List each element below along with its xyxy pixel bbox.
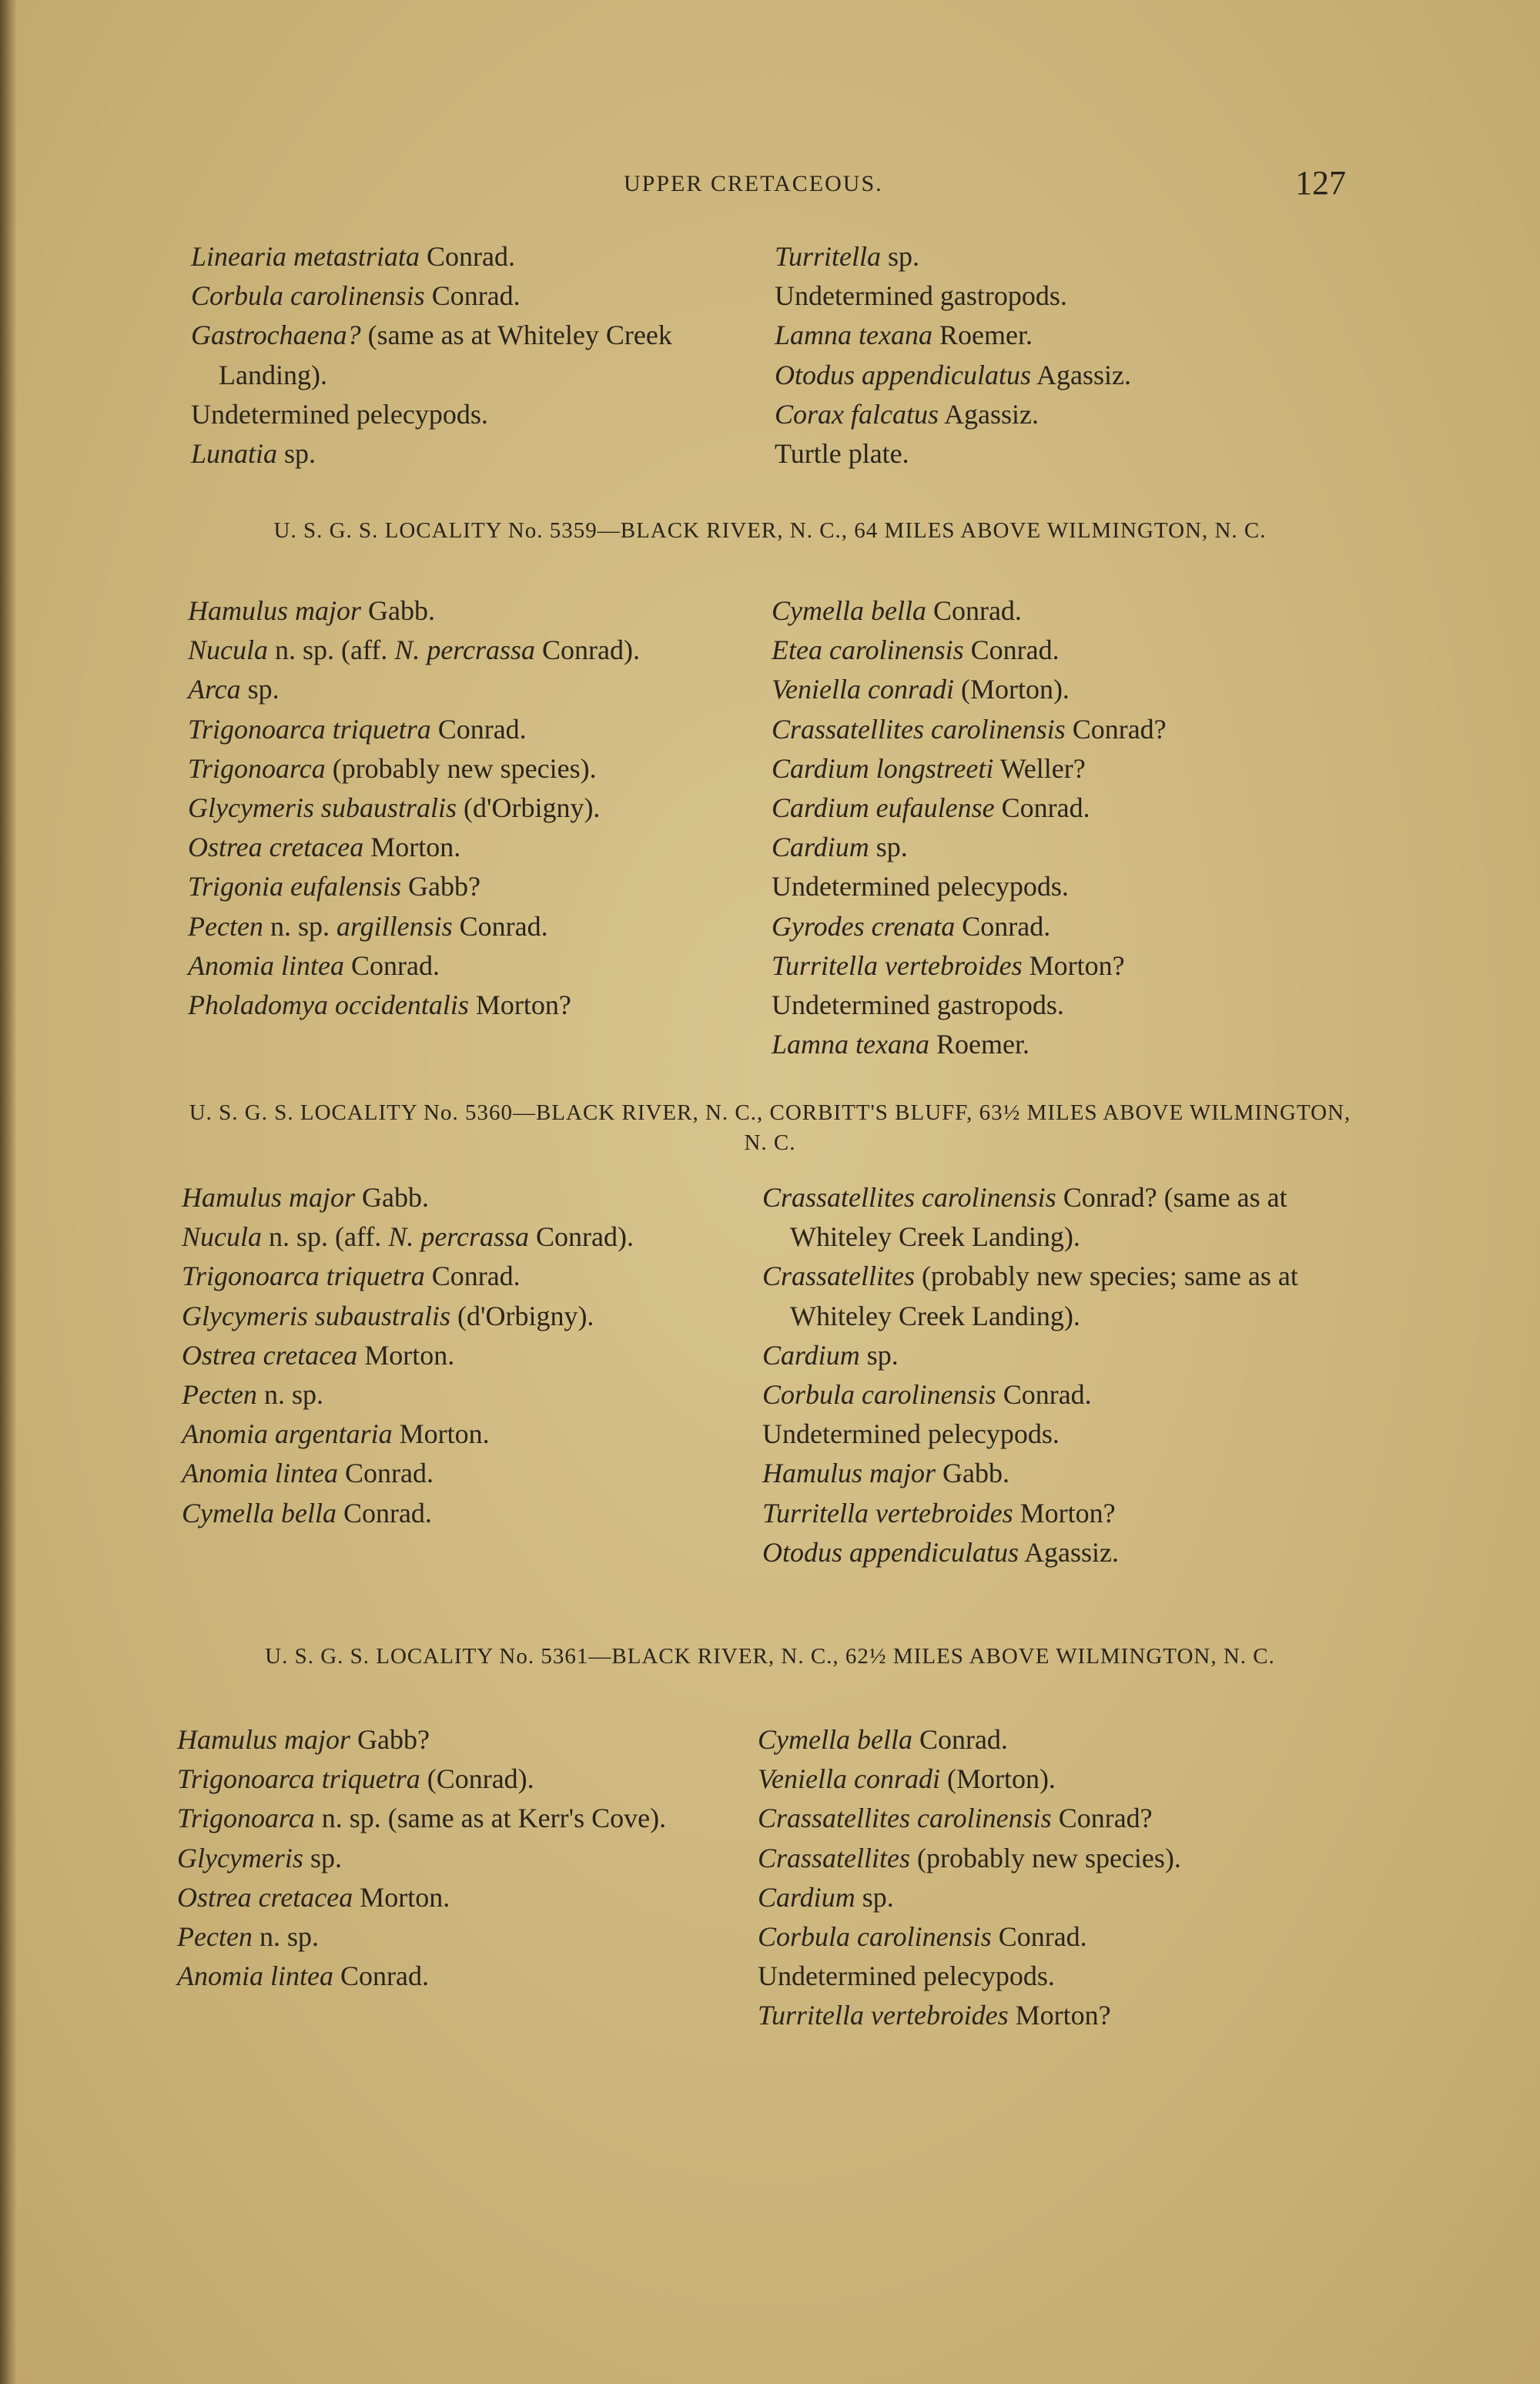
- species-entry: [177, 1799, 747, 1838]
- species-name: Corax falcatus: [775, 398, 939, 430]
- species-annotation: Gabb.: [936, 1458, 1010, 1489]
- species-name: Glycymeris subaustralis: [182, 1300, 450, 1331]
- species-annotation: Roemer.: [929, 1029, 1029, 1060]
- species-annotation: sp.: [855, 1881, 894, 1913]
- species-entry: [188, 867, 727, 906]
- species-entry: [775, 237, 1329, 276]
- species-entry: [775, 276, 1329, 316]
- right-column: [758, 1720, 1343, 2036]
- species-entry: [182, 1178, 736, 1217]
- species-entry: [758, 1878, 1343, 1917]
- species-name: Trigonoarca triquetra: [182, 1261, 425, 1292]
- species-annotation: Morton.: [353, 1881, 450, 1913]
- species-annotation: Weller?: [993, 752, 1086, 784]
- species-name: Turritella vertebroides: [772, 949, 1023, 981]
- species-annotation: (Morton).: [953, 674, 1070, 705]
- species-entry: [182, 1257, 736, 1296]
- species-name: Linearia metastriata: [191, 241, 420, 272]
- species-annotation: n. sp.: [252, 1921, 319, 1953]
- species-entry: [775, 434, 1329, 474]
- left-column: [182, 1178, 736, 1533]
- species-annotation: Morton.: [392, 1418, 490, 1450]
- species-name: Trigonoarca: [188, 752, 326, 784]
- species-entry: [188, 789, 727, 828]
- species-name: Cardium: [772, 832, 869, 863]
- locality-5359-heading: U. S. G. S. LOCALITY No. 5359—BLACK RIVER, N. C., 64 MILES ABOVE WILMINGTON, N. C.: [273, 518, 1267, 543]
- species-entry: [188, 631, 727, 670]
- species-name: Hamulus major: [177, 1724, 351, 1755]
- species-name: argillensis: [336, 910, 453, 942]
- left-column: [188, 591, 727, 1025]
- species-name: Pecten: [177, 1921, 253, 1953]
- species-name: Pecten: [188, 910, 263, 942]
- species-annotation: Conrad?: [1065, 713, 1167, 745]
- species-annotation: Conrad.: [333, 1960, 429, 1992]
- species-name: Veniella conradi: [758, 1763, 940, 1795]
- running-head: UPPER CRETACEOUS.: [624, 171, 883, 196]
- species-annotation: Roemer.: [932, 320, 1033, 351]
- species-annotation: Undetermined pelecypods.: [772, 871, 1069, 902]
- species-entry: [191, 434, 730, 474]
- species-annotation: sp.: [303, 1842, 342, 1873]
- species-name: Nucula: [188, 635, 268, 666]
- species-name: N. percrassa: [394, 635, 535, 666]
- species-name: Cardium: [762, 1339, 860, 1371]
- species-entry: [772, 789, 1341, 828]
- species-entry: [772, 828, 1341, 867]
- species-entry: [762, 1375, 1348, 1415]
- species-entry: [772, 631, 1341, 670]
- species-name: Cardium longstreeti: [772, 752, 994, 784]
- species-name: Etea carolinensis: [772, 635, 964, 666]
- species-entry: [188, 591, 727, 631]
- species-name: Lamna texana: [775, 320, 932, 351]
- species-entry: [762, 1533, 1348, 1572]
- species-entry: [188, 749, 727, 789]
- species-name: Trigonoarca triquetra: [188, 713, 431, 745]
- species-name: Lamna texana: [772, 1029, 929, 1060]
- species-annotation: Undetermined gastropods.: [772, 989, 1064, 1021]
- right-column: [772, 591, 1341, 1064]
- species-annotation: Conrad.: [336, 1497, 432, 1529]
- species-name: Cymella bella: [758, 1724, 912, 1755]
- species-annotation: Conrad.: [430, 713, 527, 745]
- species-entry: [758, 1996, 1343, 2035]
- species-entry: [177, 1839, 747, 1878]
- species-annotation: Conrad).: [528, 1221, 634, 1253]
- species-name: Glycymeris: [177, 1842, 303, 1873]
- species-annotation: (Conrad).: [420, 1763, 534, 1795]
- species-annotation: Gabb.: [355, 1182, 430, 1213]
- species-annotation: Morton.: [363, 832, 461, 863]
- species-entry: [772, 1025, 1341, 1064]
- locality-5360-heading: U. S. G. S. LOCALITY No. 5360—BLACK RIVER, N. C., CORBITT'S BLUFF, 63½ MILES ABOVE WILMINGTON, N. C.: [189, 1100, 1351, 1155]
- left-column: [191, 237, 730, 474]
- species-entry: [177, 1878, 747, 1917]
- species-name: Anomia lintea: [182, 1458, 338, 1489]
- species-entry: [772, 591, 1341, 631]
- species-annotation: Conrad).: [534, 635, 640, 666]
- species-entry: [758, 1957, 1343, 1996]
- species-name: Ostrea cretacea: [182, 1339, 358, 1371]
- species-name: Trigonoarca triquetra: [177, 1763, 420, 1795]
- species-annotation: Turtle plate.: [775, 438, 909, 470]
- species-name: Cardium: [758, 1881, 855, 1913]
- species-entry: [775, 356, 1329, 395]
- right-column: [762, 1178, 1348, 1572]
- species-entry: [758, 1760, 1343, 1799]
- species-name: Glycymeris subaustralis: [188, 792, 457, 824]
- species-annotation: (same as at Whiteley Creek Landing).: [219, 320, 672, 390]
- species-annotation: Conrad? (same as at Whiteley Creek Landing).: [790, 1182, 1287, 1253]
- species-entry: [191, 316, 730, 394]
- species-entry: [188, 828, 727, 867]
- species-annotation: Agassiz.: [1018, 1536, 1119, 1568]
- species-annotation: Morton.: [357, 1339, 455, 1371]
- species-entry: [772, 986, 1341, 1025]
- species-annotation: sp.: [859, 1339, 899, 1371]
- species-entry: [188, 710, 727, 749]
- species-entry: [188, 946, 727, 986]
- species-name: Turritella vertebroides: [762, 1497, 1013, 1529]
- species-entry: [758, 1799, 1343, 1838]
- species-annotation: n. sp. (aff.: [268, 635, 395, 666]
- species-annotation: (d'Orbigny).: [450, 1300, 594, 1331]
- species-annotation: (probably new species).: [910, 1842, 1181, 1873]
- species-annotation: Conrad.: [420, 241, 516, 272]
- species-entry: [758, 1720, 1343, 1760]
- species-annotation: (Morton).: [939, 1763, 1056, 1795]
- species-annotation: Agassiz.: [1030, 359, 1131, 390]
- species-name: Otodus appendiculatus: [775, 359, 1031, 390]
- species-annotation: Agassiz.: [939, 398, 1039, 430]
- species-entry: [772, 710, 1341, 749]
- species-annotation: Gabb.: [361, 595, 436, 626]
- species-name: Crassatellites: [762, 1261, 916, 1292]
- species-annotation: Conrad.: [912, 1724, 1008, 1755]
- species-entry: [191, 395, 730, 434]
- species-name: Hamulus major: [182, 1182, 356, 1213]
- species-name: Corbula carolinensis: [758, 1921, 992, 1953]
- species-name: Crassatellites carolinensis: [762, 1182, 1056, 1213]
- species-name: Anomia argentaria: [182, 1418, 393, 1450]
- species-entry: [762, 1454, 1348, 1493]
- species-entry: [188, 670, 727, 709]
- species-annotation: sp.: [240, 674, 280, 705]
- species-annotation: Morton?: [468, 989, 571, 1021]
- species-entry: [177, 1917, 747, 1957]
- species-entry: [762, 1494, 1348, 1533]
- species-entry: [772, 946, 1341, 986]
- species-entry: [182, 1297, 736, 1336]
- species-entry: [758, 1839, 1343, 1878]
- species-entry: [182, 1415, 736, 1454]
- species-annotation: (d'Orbigny).: [456, 792, 601, 824]
- species-entry: [772, 907, 1341, 946]
- species-annotation: n. sp.: [256, 1379, 323, 1411]
- species-name: Hamulus major: [762, 1458, 936, 1489]
- species-entry: [182, 1336, 736, 1375]
- species-annotation: Morton?: [1008, 2000, 1111, 2031]
- species-entry: [177, 1720, 747, 1760]
- page-binding-edge: [0, 0, 17, 2384]
- species-annotation: Undetermined pelecypods.: [762, 1418, 1060, 1450]
- species-entry: [182, 1494, 736, 1533]
- species-entry: [758, 1917, 1343, 1957]
- species-annotation: sp.: [277, 438, 316, 470]
- species-name: Arca: [188, 674, 241, 705]
- species-annotation: n. sp. (aff.: [262, 1221, 389, 1253]
- species-annotation: Undetermined pelecypods.: [191, 398, 488, 430]
- species-annotation: Gabb?: [350, 1724, 430, 1755]
- species-entry: [188, 907, 727, 946]
- species-name: Pecten: [182, 1379, 257, 1411]
- species-name: Lunatia: [191, 438, 278, 470]
- species-entry: [775, 316, 1329, 355]
- species-annotation: Conrad.: [963, 635, 1060, 666]
- species-name: Cymella bella: [182, 1497, 336, 1529]
- species-entry: [182, 1454, 736, 1493]
- species-annotation: Conrad.: [926, 595, 1022, 626]
- species-name: Gyrodes crenata: [772, 910, 956, 942]
- species-annotation: Conrad?: [1051, 1803, 1153, 1834]
- species-annotation: n. sp. (same as at Kerr's Cove).: [314, 1803, 667, 1834]
- page-number: 127: [1295, 164, 1346, 202]
- species-entry: [775, 395, 1329, 434]
- species-name: Ostrea cretacea: [188, 832, 364, 863]
- page-header: [0, 163, 1540, 209]
- species-annotation: (probably new species; same as at Whiteley Creek Landing).: [790, 1261, 1298, 1331]
- species-name: Cardium eufaulense: [772, 792, 995, 824]
- species-entry: [177, 1957, 747, 1996]
- species-name: Veniella conradi: [772, 674, 954, 705]
- species-name: Hamulus major: [188, 595, 362, 626]
- species-entry: [762, 1257, 1348, 1335]
- species-name: Trigonia eufalensis: [188, 871, 402, 902]
- species-annotation: Morton?: [1022, 949, 1125, 981]
- species-name: Nucula: [182, 1221, 262, 1253]
- species-annotation: Conrad.: [994, 792, 1090, 824]
- species-name: Cymella bella: [772, 595, 926, 626]
- species-name: Turritella vertebroides: [758, 2000, 1009, 2031]
- species-annotation: (probably new species).: [325, 752, 597, 784]
- species-name: Otodus appendiculatus: [762, 1536, 1019, 1568]
- species-name: Pholadomya occidentalis: [188, 989, 469, 1021]
- species-annotation: Morton?: [1013, 1497, 1116, 1529]
- species-annotation: Conrad.: [424, 1261, 521, 1292]
- species-annotation: Conrad.: [991, 1921, 1087, 1953]
- species-entry: [762, 1178, 1348, 1257]
- species-entry: [191, 276, 730, 316]
- species-entry: [182, 1217, 736, 1257]
- species-annotation: Undetermined gastropods.: [775, 280, 1067, 312]
- species-name: N. percrassa: [388, 1221, 529, 1253]
- species-annotation: Conrad.: [343, 949, 440, 981]
- species-entry: [762, 1415, 1348, 1454]
- species-name: Trigonoarca: [177, 1803, 315, 1834]
- species-name: Crassatellites carolinensis: [758, 1803, 1052, 1834]
- species-name: Crassatellites: [758, 1842, 911, 1873]
- species-annotation: sp.: [869, 832, 908, 863]
- species-annotation: n. sp.: [263, 910, 336, 942]
- species-entry: [762, 1336, 1348, 1375]
- species-name: Turritella: [775, 241, 882, 272]
- species-entry: [772, 867, 1341, 906]
- species-entry: [772, 670, 1341, 709]
- species-name: Corbula carolinensis: [762, 1379, 996, 1411]
- species-name: Ostrea cretacea: [177, 1881, 353, 1913]
- right-column: [775, 237, 1329, 474]
- species-annotation: sp.: [881, 241, 920, 272]
- species-name: Corbula carolinensis: [191, 280, 425, 312]
- species-name: Crassatellites carolinensis: [772, 713, 1066, 745]
- left-column: [177, 1720, 747, 1996]
- species-entry: [177, 1760, 747, 1799]
- species-annotation: Gabb?: [401, 871, 480, 902]
- species-annotation: Conrad.: [955, 910, 1051, 942]
- species-name: Anomia lintea: [188, 949, 344, 981]
- species-annotation: Conrad.: [996, 1379, 1092, 1411]
- species-name: Gastrochaena?: [191, 320, 361, 351]
- species-entry: [188, 986, 727, 1025]
- species-annotation: Conrad.: [452, 910, 548, 942]
- species-name: Anomia lintea: [177, 1960, 333, 1992]
- species-annotation: Conrad.: [424, 280, 521, 312]
- species-annotation: Undetermined pelecypods.: [758, 1960, 1055, 1992]
- species-entry: [182, 1375, 736, 1415]
- species-annotation: Conrad.: [337, 1458, 434, 1489]
- species-entry: [772, 749, 1341, 789]
- locality-5361-heading: U. S. G. S. LOCALITY No. 5361—BLACK RIVER, N. C., 62½ MILES ABOVE WILMINGTON, N. C.: [265, 1644, 1275, 1669]
- species-entry: [191, 237, 730, 276]
